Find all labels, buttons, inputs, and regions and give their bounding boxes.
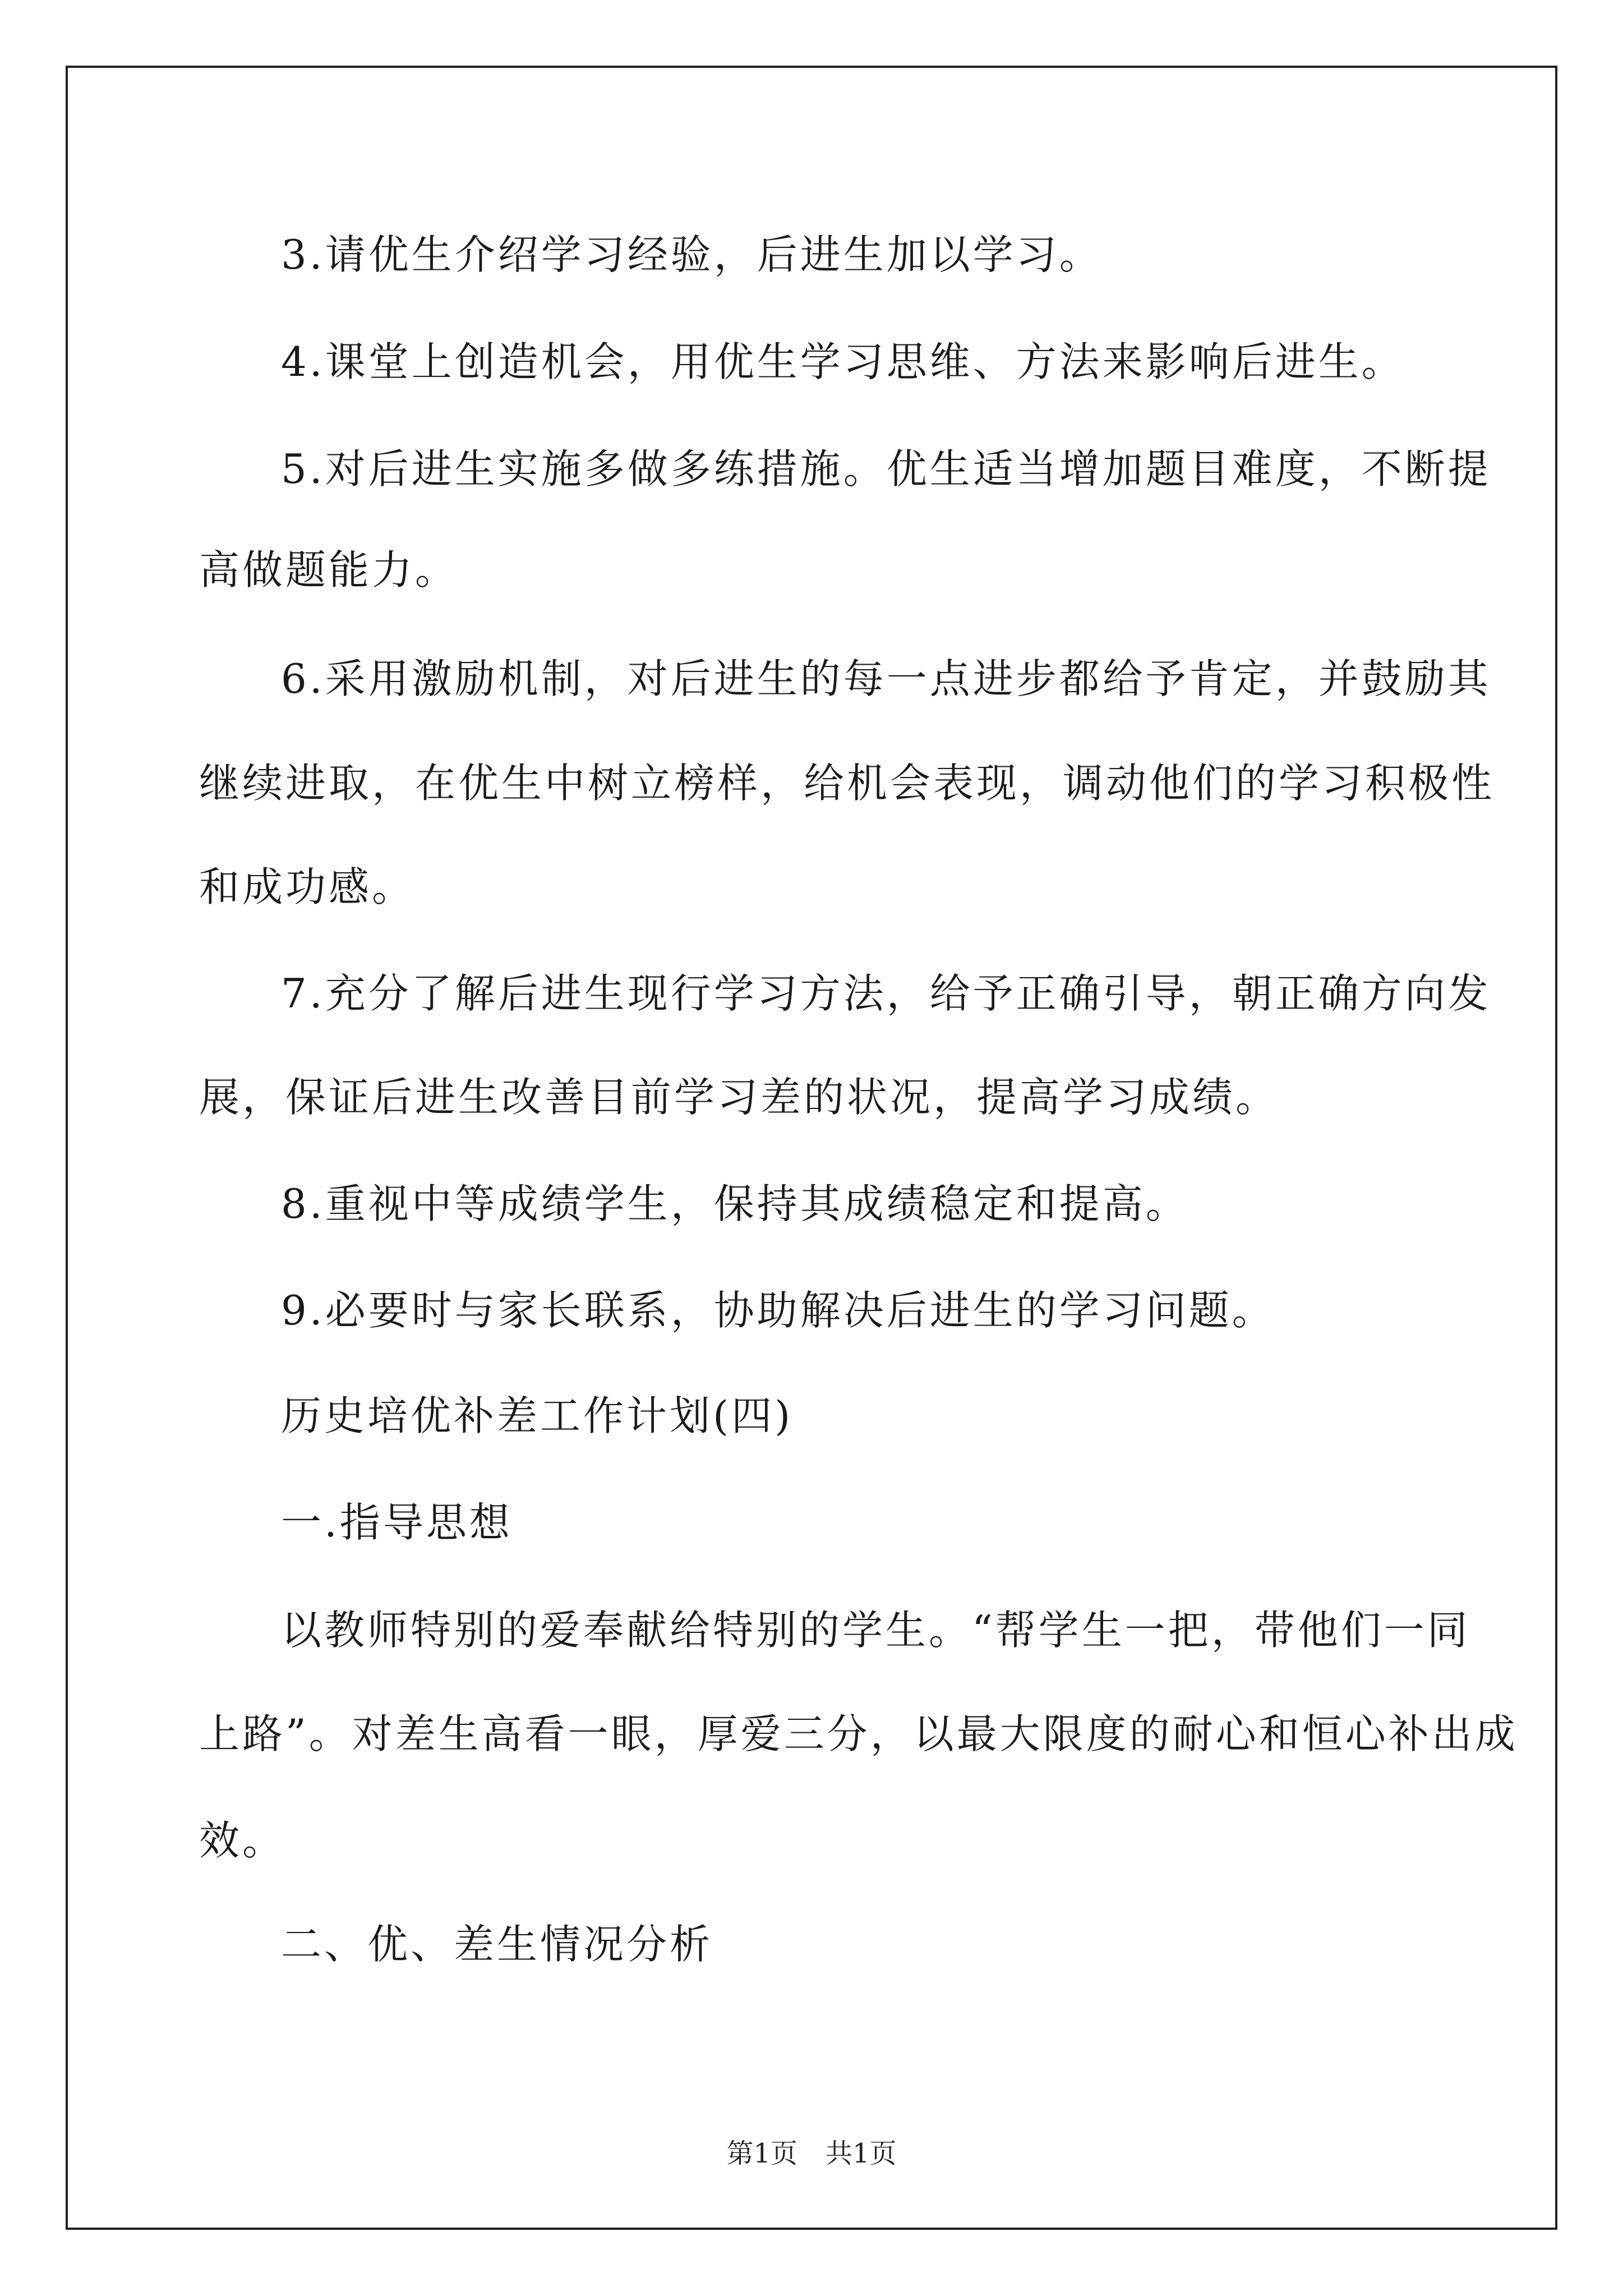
page-border — [66, 66, 1557, 2230]
page-total: 共1页 — [826, 2138, 897, 2169]
paragraph-line: 展，保证后进生改善目前学习差的状况，提高学习成绩。 — [199, 1074, 1279, 1121]
paragraph-line: 以教师特别的爱奉献给特别的学生。“帮学生一把，带他们一同 — [281, 1607, 1470, 1654]
paragraph-line: 和成功感。 — [199, 863, 416, 910]
paragraph-line: 7.充分了解后进生现行学习方法，给予正确引导，朝正确方向发 — [281, 970, 1491, 1017]
paragraph-line: 9.必要时与家长联系，协助解决后进生的学习问题。 — [281, 1287, 1275, 1334]
paragraph-line: 效。 — [199, 1817, 286, 1864]
heading-guiding-idea: 一.指导思想 — [281, 1499, 513, 1546]
paragraph-line: 8.重视中等成绩学生，保持其成绩稳定和提高。 — [281, 1180, 1189, 1227]
page-current: 第1页 — [726, 2138, 797, 2169]
section-title: 历史培优补差工作计划(四) — [281, 1392, 794, 1439]
paragraph-line: 4.课堂上创造机会，用优生学习思维、方法来影响后进生。 — [281, 338, 1405, 385]
paragraph-line: 上路”。对差生高看一眼，厚爱三分，以最大限度的耐心和恒心补出成 — [199, 1710, 1518, 1757]
paragraph-line: 6.采用激励机制，对后进生的每一点进步都给予肯定，并鼓励其 — [281, 655, 1491, 702]
page-footer — [0, 2132, 1623, 2170]
paragraph-line: 高做题能力。 — [199, 546, 459, 593]
paragraph-line: 继续进取，在优生中树立榜样，给机会表现，调动他们的学习积极性 — [199, 760, 1495, 807]
heading-student-analysis: 二、优、差生情况分析 — [281, 1921, 713, 1968]
paragraph-line: 5.对后进生实施多做多练措施。优生适当增加题目难度，不断提 — [281, 445, 1491, 493]
paragraph-line: 3.请优生介绍学习经验，后进生加以学习。 — [281, 231, 1103, 278]
